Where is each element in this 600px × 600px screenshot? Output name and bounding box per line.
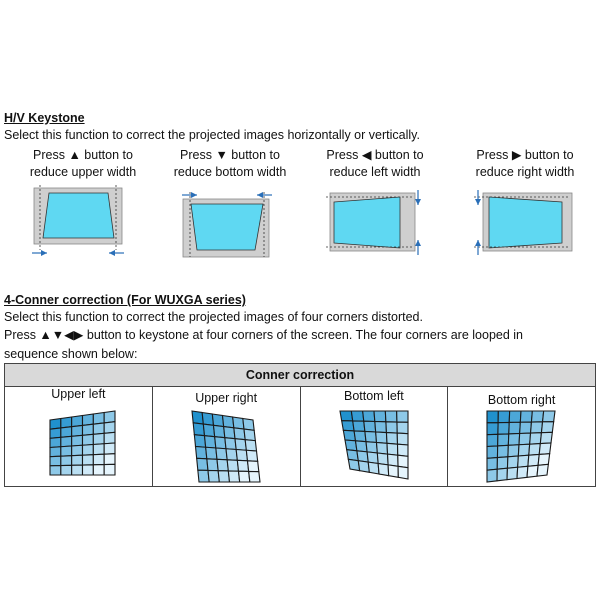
grid-cell (352, 421, 364, 432)
grid-cell (532, 411, 544, 422)
grid-cell (72, 416, 83, 427)
grid-cell (61, 436, 72, 446)
grid-cell (93, 465, 104, 475)
corner-correction-table (4, 363, 596, 487)
grid-cell (538, 454, 550, 466)
grid-cell (225, 438, 236, 450)
cell-label: Upper left (51, 387, 106, 401)
grid-cell (202, 413, 213, 426)
grid-cell (378, 464, 389, 476)
grid-cell (340, 411, 353, 421)
caption-line: Press ◀ button to (326, 148, 424, 162)
grid-cell (354, 431, 366, 442)
grid-cell (358, 461, 369, 473)
cell-upper-right (152, 387, 300, 487)
grid-cell (396, 411, 407, 422)
grid-cell (228, 471, 239, 482)
grid-cell (530, 433, 542, 444)
grid-cell (397, 455, 407, 467)
grid-cell (50, 466, 61, 475)
grid-bottom-left-icon (301, 387, 448, 486)
caption-line: reduce bottom width (173, 165, 287, 179)
grid-cell (83, 445, 94, 456)
grid-cell (50, 437, 61, 447)
grid-cell (543, 411, 555, 422)
grid-cell (104, 422, 115, 434)
grid-cell (248, 471, 259, 482)
grid-upper-left-icon (5, 387, 152, 486)
grid-cell (487, 458, 497, 471)
grid-cell (104, 432, 115, 443)
grid-cell (72, 445, 83, 455)
grid-cell (93, 444, 104, 455)
cell-label: Upper right (195, 391, 258, 405)
grid-cell (104, 464, 115, 475)
caption-line: Press ▲ button to (33, 148, 133, 162)
grid-cell (195, 447, 206, 459)
corner-correction-line3: sequence shown below: (4, 347, 138, 361)
grid-cell (507, 467, 518, 479)
grid-cell (218, 471, 229, 482)
grid-cell (341, 421, 353, 431)
corner-correction-heading: 4-Conner correction (For WUXGA series) (4, 293, 246, 307)
grid-cell (366, 442, 377, 453)
grid-cell (50, 456, 61, 466)
grid-cell (539, 443, 551, 454)
grid-cell (487, 434, 498, 446)
grid-cell (61, 456, 72, 466)
caption-line: Press ▶ button to (476, 148, 574, 162)
grid-cell (521, 411, 533, 422)
grid-cell (376, 443, 387, 455)
grid-cell (388, 465, 398, 477)
grid-cell (227, 460, 238, 471)
grid-cell (541, 432, 553, 443)
grid-cell (61, 417, 72, 428)
grid-cell (83, 465, 94, 475)
grid-cell (72, 465, 83, 475)
grid-cell (498, 434, 509, 446)
grid-cell (387, 454, 398, 466)
grid-cell (385, 411, 397, 422)
grid-cell (498, 411, 510, 423)
grid-cell (232, 417, 243, 429)
grid-cell (50, 447, 61, 457)
grid-cell (205, 447, 216, 459)
grid-cell (83, 414, 94, 425)
grid-cell (498, 422, 509, 434)
grid-cell (487, 423, 498, 435)
grid-cell (203, 424, 214, 437)
grid-cell (238, 471, 249, 482)
grid-cell (104, 454, 115, 465)
cell-upper-left (5, 387, 153, 487)
grid-cell (93, 433, 104, 444)
grid-cell (542, 422, 554, 433)
grid-cell (217, 459, 228, 471)
corner-correction-line2: Press ▲▼◀▶ button to keystone at four corners of the screen. The four corners are looped in (4, 328, 524, 342)
grid-cell (363, 421, 375, 432)
grid-cell (385, 422, 396, 433)
grid-cell (72, 455, 83, 465)
grid-cell (509, 422, 521, 434)
cell-label: Bottom right (487, 393, 556, 407)
table-header: Conner correction (5, 364, 596, 387)
grid-cell (509, 434, 520, 446)
grid-cell (196, 458, 207, 470)
grid-cell (519, 444, 530, 456)
grid-cell (222, 416, 233, 428)
grid-cell (72, 425, 83, 436)
grid-cell (208, 470, 219, 482)
grid-cell (531, 422, 543, 433)
grid-cell (362, 411, 374, 422)
grid-cell (374, 422, 386, 433)
grid-cell (72, 435, 83, 446)
grid-cell (519, 433, 531, 445)
grid-cell (520, 422, 532, 433)
cell-bottom-right (448, 387, 596, 487)
cell-label: Bottom left (344, 389, 404, 403)
grid-cell (364, 431, 376, 442)
grid-cell (487, 446, 498, 458)
grid-cell (236, 450, 247, 461)
grid-cell (93, 413, 104, 425)
grid-cell (343, 430, 355, 441)
grid-cell (192, 411, 203, 424)
grid-bottom-right-icon (448, 387, 595, 486)
grid-cell (104, 411, 115, 423)
grid-cell (375, 432, 386, 443)
grid-cell (104, 443, 115, 454)
grid-cell (237, 460, 248, 471)
grid-cell (397, 433, 408, 445)
caption-line: reduce left width (329, 165, 421, 179)
grid-cell (50, 428, 61, 438)
grid-cell (61, 446, 72, 456)
grid-cell (204, 436, 215, 448)
grid-cell (518, 455, 529, 467)
grid-cell (387, 443, 398, 455)
grid-cell (517, 466, 528, 478)
grid-cell (397, 444, 408, 456)
grid-cell (498, 445, 509, 457)
grid-cell (487, 469, 497, 482)
grid-cell (193, 423, 204, 436)
grid-cell (508, 445, 519, 457)
grid-cell (398, 466, 408, 479)
grid-cell (83, 424, 94, 435)
corner-correction-line1: Select this function to correct the projected images of four corners distorted. (4, 310, 423, 324)
grid-cell (351, 411, 363, 421)
grid-cell (396, 422, 407, 434)
grid-cell (509, 411, 521, 422)
grid-cell (243, 419, 254, 431)
grid-cell (527, 465, 538, 477)
grid-cell (212, 414, 223, 427)
grid-cell (83, 434, 94, 445)
grid-cell (226, 449, 237, 461)
cell-bottom-left (300, 387, 448, 487)
grid-cell (194, 435, 205, 448)
grid-cell (508, 456, 519, 468)
grid-cell (247, 461, 258, 472)
grid-cell (83, 455, 94, 465)
grid-cell (529, 444, 541, 456)
grid-cell (246, 450, 257, 461)
grid-cell (61, 427, 72, 438)
grid-cell (355, 441, 367, 452)
grid-cell (235, 439, 246, 451)
caption-line: Press ▼ button to (180, 148, 280, 162)
grid-cell (368, 462, 379, 474)
grid-cell (537, 464, 548, 476)
grid-cell (528, 454, 539, 466)
grid-cell (207, 459, 218, 471)
grid-cell (198, 470, 209, 482)
grid-cell (213, 425, 224, 437)
grid-cell (497, 457, 508, 469)
grid-cell (386, 433, 397, 445)
grid-cell (93, 454, 104, 465)
grid-upper-right-icon (153, 387, 300, 486)
grid-cell (487, 411, 498, 423)
grid-cell (497, 468, 507, 481)
grid-cell (234, 428, 245, 440)
grid-cell (61, 465, 72, 475)
grid-cell (216, 448, 227, 460)
grid-cell (244, 429, 255, 441)
hv-keystone-description: Select this function to correct the projected images horizontally or vertically. (4, 128, 420, 142)
caption-line: reduce right width (475, 165, 575, 179)
grid-cell (223, 427, 234, 439)
caption-line: reduce upper width (29, 165, 137, 179)
grid-cell (93, 423, 104, 434)
grid-cell (214, 437, 225, 449)
grid-cell (245, 440, 256, 451)
grid-cell (374, 411, 386, 422)
hv-keystone-heading: H/V Keystone (4, 111, 85, 125)
